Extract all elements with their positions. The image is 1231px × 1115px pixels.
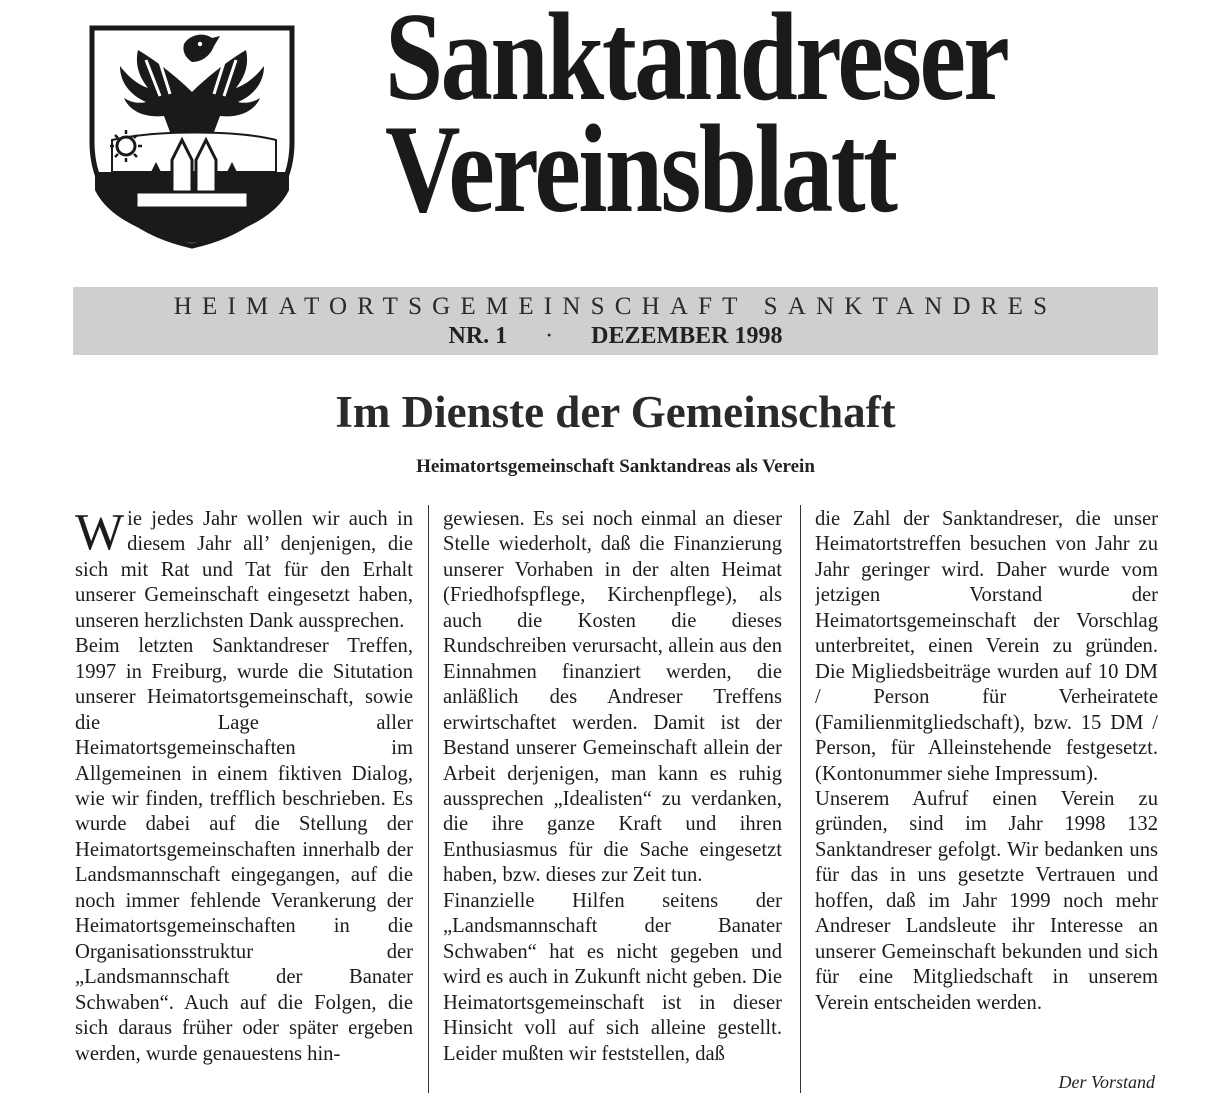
article-column-2 xyxy=(443,507,782,1092)
column-divider xyxy=(800,505,801,1093)
masthead-line-1: Sanktandreser xyxy=(385,0,1008,127)
issue-separator: · xyxy=(545,323,554,349)
issue-line xyxy=(73,323,1158,350)
article-subheadline: Heimatortsgemeinschaft Sanktandreas als Verein xyxy=(416,456,815,477)
paragraph: Wie jedes Jahr wollen wir auch in diesem Jahr all’ denjenigen, die sich mit Rat und Tat für den Erhalt unserer Gemeinschaft eingesetzt haben, unseren herzlichsten Dank aussprechen. xyxy=(75,507,413,632)
masthead-title xyxy=(385,0,1225,239)
masthead-line-2: Vereinsblatt xyxy=(385,100,896,239)
article-column-1 xyxy=(75,507,413,1092)
coat-of-arms-eagle-icon xyxy=(86,22,298,250)
drop-cap: W xyxy=(75,507,125,561)
issue-date: DEZEMBER 1998 xyxy=(591,323,783,349)
paragraph: Unserem Aufruf einen Verein zu gründen, sind im Jahr 1998 132 Sanktandreser gefolgt. Wir bedanken uns für das in uns gesetzte Vertrauen und hoffen, daß im Jahr 1999 noch mehr Andreser Landsleute ihr Interesse an unserer Gemeinschaft bekunden und sich für eine Mitgliedschaft in unserem Verein entscheiden werden. xyxy=(815,787,1158,1014)
paragraph: die Zahl der Sanktandreser, die unser Heimatortstreffen besuchen von Jahr zu Jahr geringer wird. Daher wurde vom jetzigen Vorstand der Heimatortsgemeinschaft der Vorschlag unterbreitet, einen Verein zu gründen. Die Migliedsbeiträge wurden auf 10 DM / Person für Verheiratete (Familienmitgliedschaft), bzw. 15 DM / Person, für Alleinstehende festgesetzt. (Kontonummer siehe Impressum). xyxy=(815,508,1158,785)
paragraph: gewiesen. Es sei noch einmal an dieser Stelle wiederholt, daß die Finanzierung unserer Vorhaben in der alten Heimat (Friedhofspflege, Kirchenpflege), als auch die Kosten die dieses Rundschreiben verursacht, allein aus den Einnahmen finanziert werden, die anläßlich des Andreser Treffens erwirtschaftet werden. Damit ist der Bestand unserer Gemeinschaft allein der Arbeit derjenigen, man kann es ruhig aussprechen „Idealisten“ zu verdanken, die ihre ganze Kraft und ihren Enthusiasmus für die Sache eingesetzt haben, bzw. dieses zur Zeit tun. xyxy=(443,508,782,887)
article-headline: Im Dienste der Gemeinschaft xyxy=(335,387,896,437)
issue-number: NR. 1 xyxy=(448,323,508,349)
paragraph: Beim letzten Sanktandreser Treffen, 1997 in Freiburg, wurde die Situtation unserer Heimatortsgemeinschaft, sowie die Lage aller Heimatortsgemeinschaften im Allgemeinen in einem fiktiven Dialog, wie wir finden, trefflich beschrieben. Es wurde dabei auf die Stellung der Heimatortsgemeinschaften innerhalb der Landsmannschaft eingegangen, auf die noch immer fehlende Verankerung der Heimatortsgemeinschaften in die Organisationsstruktur der „Landsmannschaft der Banater Schwaben“. Auch auf die Folgen, die sich daraus früher oder später ergeben werden, wurde genauestens hin- xyxy=(75,635,413,1065)
issue-banner xyxy=(73,287,1158,355)
paragraph: Finanzielle Hilfen seitens der „Landsmannschaft der Banater Schwaben“ hat es nicht gegeben und wird es auch in Zukunft nicht geben. Die Heimatortsgemeinschaft ist in dieser Hinsicht voll auf sich alleine gestellt. Leider mußten wir feststellen, daß xyxy=(443,889,782,1065)
article-column-3 xyxy=(815,507,1158,1092)
article-signature: Der Vorstand xyxy=(1058,1072,1155,1092)
organization-name: HEIMATORTSGEMEINSCHAFT SANKTANDRES xyxy=(173,293,1058,320)
column-divider xyxy=(428,505,429,1093)
